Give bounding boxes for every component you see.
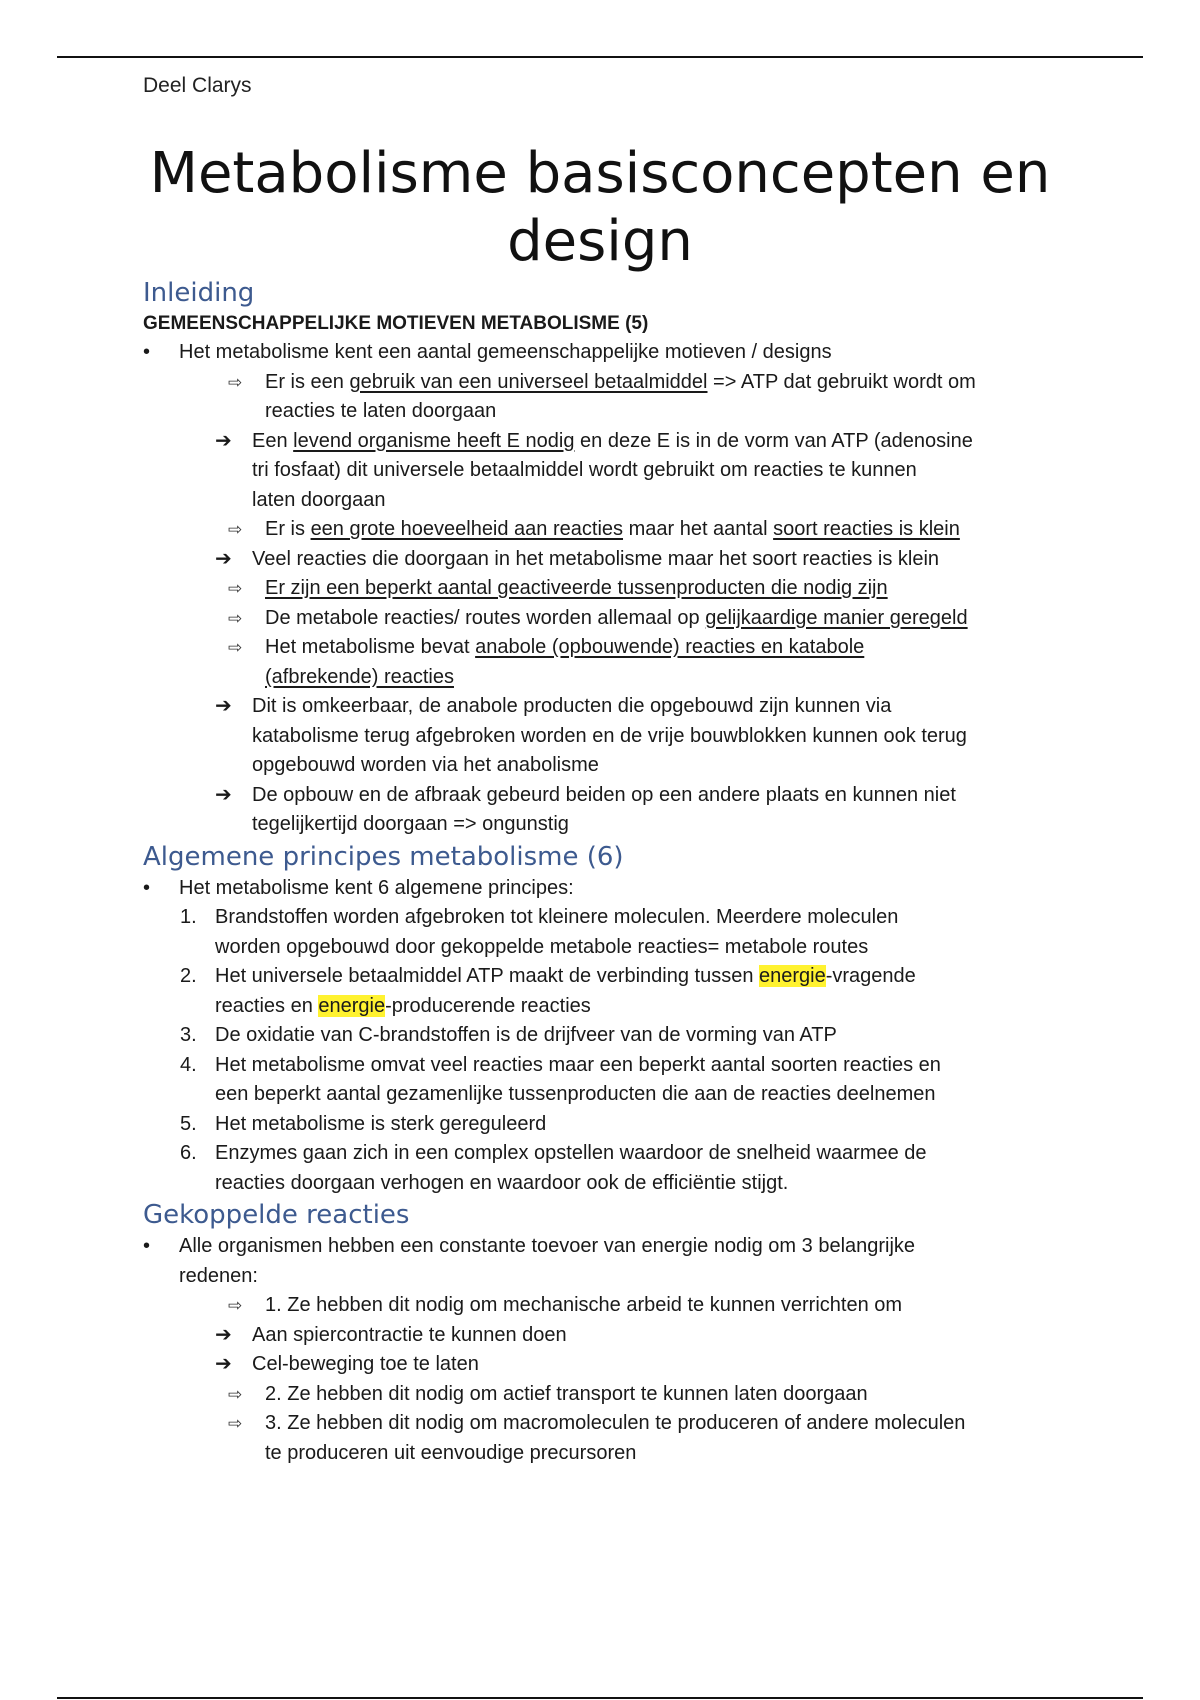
outline-arrow-icon: ⇨	[228, 1296, 243, 1315]
outline-arrow-icon: ⇨	[228, 1414, 243, 1433]
numbered-item-cont: een beperkt aantal gezamenlijke tussenproducten die aan de reacties deelnemen	[215, 1083, 936, 1105]
outline-arrow-icon: ⇨	[228, 520, 243, 539]
solid-arrow-item: ➔ Cel-beweging toe te laten	[143, 1350, 1063, 1380]
solid-arrow-item: ➔ De opbouw en de afbraak gebeurd beiden op een andere plaats en kunnen niet	[143, 781, 1063, 811]
outline-arrow-item-cont: (afbrekende) reacties	[265, 665, 454, 688]
solid-arrow-icon: ➔	[215, 1323, 232, 1346]
outline-arrow-item: ⇨ Het metabolisme bevat anabole (opbouwende) reacties en katabole	[143, 633, 1063, 663]
solid-arrow-icon: ➔	[215, 695, 232, 717]
solid-arrow-icon: ➔	[215, 429, 232, 452]
bullet-item: • Het metabolisme kent 6 algemene principes:	[143, 874, 1063, 904]
section-heading-inleiding: Inleiding	[143, 278, 255, 308]
solid-arrow-item-cont: tegelijkertijd doorgaan => ongunstig	[252, 813, 569, 835]
bullet-item: • Het metabolisme kent een aantal gemeenschappelijke motieven / designs	[143, 338, 1063, 368]
document-body	[143, 276, 1063, 1468]
section-heading-algemene-principes: Algemene principes metabolisme (6)	[143, 841, 624, 872]
highlight: energie	[318, 994, 386, 1017]
subheading-motieven: GEMEENSCHAPPELIJKE MOTIEVEN METABOLISME (5)	[143, 313, 649, 334]
solid-arrow-item: ➔ Veel reacties die doorgaan in het metabolisme maar het soort reacties is klein	[143, 545, 1063, 575]
outline-arrow-item: ⇨ 3. Ze hebben dit nodig om macromoleculen te produceren of andere moleculen	[143, 1409, 1063, 1439]
outline-arrow-item: ⇨ Er is een grote hoeveelheid aan reacties maar het aantal soort reacties is klein	[143, 515, 1063, 545]
numbered-item: 5. Het metabolisme is sterk gereguleerd	[180, 1112, 547, 1135]
solid-arrow-item: ➔ Een levend organisme heeft E nodig en deze E is in de vorm van ATP (adenosine	[143, 427, 1063, 457]
numbered-item: 4. Het metabolisme omvat veel reacties maar een beperkt aantal soorten reacties en	[180, 1053, 941, 1076]
outline-arrow-item: ⇨ De metabole reacties/ routes worden allemaal op gelijkaardige manier geregeld	[143, 604, 1063, 634]
numbered-item: 2. Het universele betaalmiddel ATP maakt de verbinding tussen energie-vragende	[180, 965, 916, 987]
bullet-item: • Alle organismen hebben een constante toevoer van energie nodig om 3 belangrijke	[143, 1232, 1063, 1262]
section-heading-gekoppelde-reacties: Gekoppelde reacties	[143, 1200, 410, 1230]
outline-arrow-item-cont: te produceren uit eenvoudige precursoren	[265, 1441, 637, 1464]
solid-arrow-icon: ➔	[215, 547, 232, 570]
numbered-item: 3. De oxidatie van C-brandstoffen is de drijfveer van de vorming van ATP	[180, 1024, 837, 1046]
solid-arrow-item: ➔ Dit is omkeerbaar, de anabole producten die opgebouwd zijn kunnen via	[143, 692, 1063, 722]
outline-arrow-icon: ⇨	[228, 638, 243, 657]
solid-arrow-item-cont: tri fosfaat) dit universele betaalmiddel wordt gebruikt om reacties te kunnen	[252, 459, 917, 481]
top-rule	[57, 56, 1143, 58]
numbered-item: 1. Brandstoffen worden afgebroken tot kleinere moleculen. Meerdere moleculen	[180, 906, 899, 928]
outline-arrow-item: ⇨ 1. Ze hebben dit nodig om mechanische arbeid te kunnen verrichten om	[143, 1291, 1063, 1321]
highlight: energie	[759, 965, 826, 987]
outline-arrow-item: ⇨ Er is een gebruik van een universeel betaalmiddel => ATP dat gebruikt wordt om	[143, 368, 1063, 398]
numbered-item: 6. Enzymes gaan zich in een complex opstellen waardoor de snelheid waarmee de	[180, 1142, 927, 1164]
outline-arrow-icon: ⇨	[228, 1384, 243, 1404]
solid-arrow-item-cont: opgebouwd worden via het anabolisme	[252, 754, 599, 776]
outline-arrow-icon: ⇨	[228, 579, 243, 598]
outline-arrow-item: ⇨ 2. Ze hebben dit nodig om actief transport te kunnen laten doorgaan	[143, 1380, 1063, 1410]
solid-arrow-item-cont: katabolisme terug afgebroken worden en de vrije bouwblokken kunnen ook terug	[252, 724, 967, 747]
numbered-item-cont: reacties en energie-producerende reacties	[215, 994, 591, 1017]
numbered-item-cont: reacties doorgaan verhogen en waardoor ook de efficiëntie stijgt.	[215, 1171, 789, 1194]
solid-arrow-icon: ➔	[215, 1353, 232, 1375]
page-header-author: Deel Clarys	[143, 74, 252, 97]
outline-arrow-item-cont: reacties te laten doorgaan	[265, 400, 497, 422]
bullet-item-cont: redenen:	[179, 1264, 258, 1287]
solid-arrow-item: ➔ Aan spiercontractie te kunnen doen	[143, 1321, 1063, 1351]
bottom-rule	[57, 1697, 1143, 1699]
outline-arrow-icon: ⇨	[228, 608, 243, 628]
solid-arrow-item-cont: laten doorgaan	[252, 488, 386, 511]
outline-arrow-item: ⇨ Er zijn een beperkt aantal geactiveerde tussenproducten die nodig zijn	[143, 574, 1063, 604]
numbered-item-cont: worden opgebouwd door gekoppelde metabole reacties= metabole routes	[215, 935, 869, 958]
page-title: Metabolisme basisconcepten en design	[149, 141, 1051, 274]
outline-arrow-icon: ⇨	[228, 372, 243, 392]
solid-arrow-icon: ➔	[215, 783, 232, 806]
